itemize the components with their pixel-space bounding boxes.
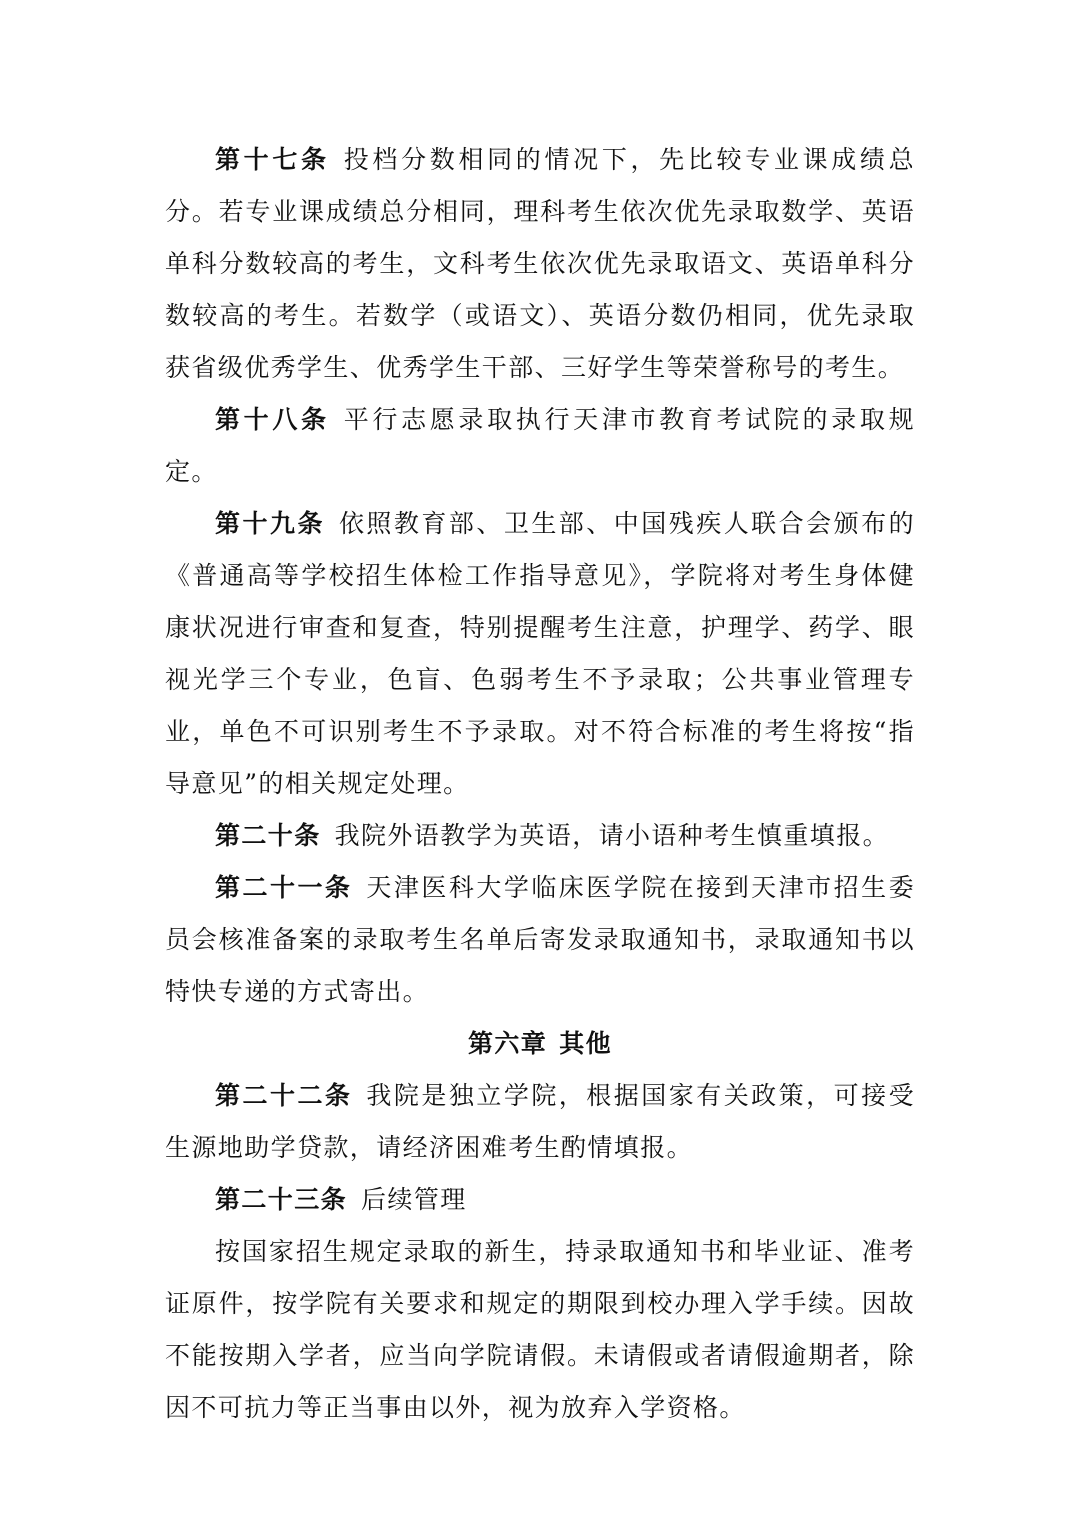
article-text: 天津医科大学临床医学院在接到天津市招生委员会核准备案的录取考生名单后寄发录取通知书，录取通知书以特快专递的方式寄出。 xyxy=(165,873,915,1006)
article-text: 平行志愿录取执行天津市教育考试院的录取规定。 xyxy=(165,405,915,486)
article-title: 第十七条 xyxy=(215,145,330,174)
article-17 xyxy=(165,134,915,394)
article-23-body: 按国家招生规定录取的新生，持录取通知书和毕业证、准考证原件，按学院有关要求和规定的期限到校办理入学手续。因故不能按期入学者，应当向学院请假。未请假或者请假逾期者，除因不可抗力等正当事由以外，视为放弃入学资格。 xyxy=(165,1237,915,1422)
document-page xyxy=(165,134,915,1434)
article-title: 第二十二条 xyxy=(215,1081,353,1110)
article-title: 第二十一条 xyxy=(215,873,353,902)
article-text: 我院是独立学院，根据国家有关政策，可接受生源地助学贷款，请经济困难考生酌情填报。 xyxy=(165,1081,915,1162)
article-title: 第十九条 xyxy=(215,509,325,538)
article-title: 第二十条 xyxy=(215,821,321,850)
article-title: 第二十三条 xyxy=(215,1185,348,1214)
article-title: 第十八条 xyxy=(215,405,330,434)
article-19 xyxy=(165,498,915,810)
article-text: 后续管理 xyxy=(361,1185,467,1214)
article-18 xyxy=(165,394,915,498)
article-text: 投档分数相同的情况下，先比较专业课成绩总分。若专业课成绩总分相同，理科考生依次优先录取数学、英语单科分数较高的考生，文科考生依次优先录取语文、英语单科分数较高的考生。若数学（或语文）、英语分数仍相同，优先录取获省级优秀学生、优秀学生干部、三好学生等荣誉称号的考生。 xyxy=(165,145,915,382)
chapter-heading xyxy=(165,1018,915,1070)
article-20 xyxy=(165,810,915,862)
article-23 xyxy=(165,1174,915,1226)
article-text: 依照教育部、卫生部、中国残疾人联合会颁布的《普通高等学校招生体检工作指导意见》，学院将对考生身体健康状况进行审查和复查，特别提醒考生注意，护理学、药学、眼视光学三个专业，色盲、色弱考生不予录取；公共事业管理专业，单色不可识别考生不予录取。对不符合标准的考生将按“指导意见”的相关规定处理。 xyxy=(165,509,915,798)
article-text: 我院外语教学为英语，请小语种考生慎重填报。 xyxy=(334,821,890,850)
chapter-title: 其他 xyxy=(559,1029,612,1058)
article-21 xyxy=(165,862,915,1018)
article-22 xyxy=(165,1070,915,1174)
chapter-number: 第六章 xyxy=(467,1029,548,1058)
